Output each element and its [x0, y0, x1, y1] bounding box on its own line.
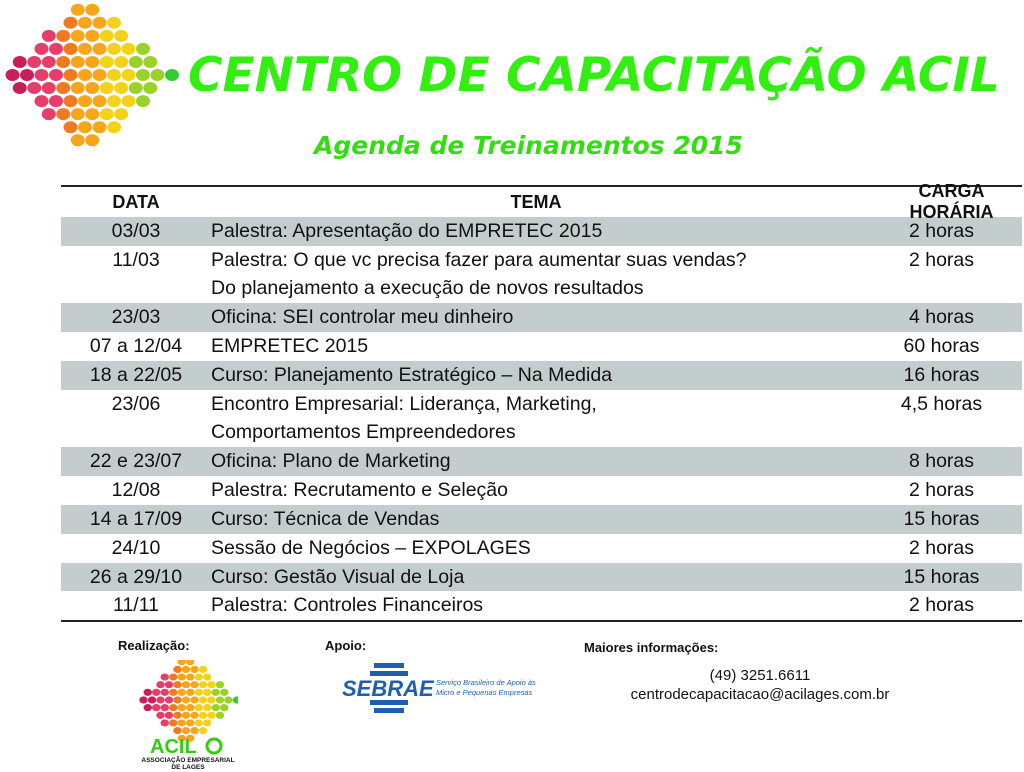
row-topic	[211, 534, 861, 563]
sebrae-logo-icon	[340, 660, 550, 716]
row-hours: 15 horas	[903, 507, 980, 530]
table-body	[61, 217, 1022, 620]
logo-dot	[85, 134, 99, 146]
logo-dot	[182, 696, 190, 703]
row-topic-line: Sessão de Negócios – EXPOLAGES	[211, 536, 531, 559]
logo-dot	[13, 82, 27, 94]
logo-dot	[182, 666, 190, 673]
logo-dot	[27, 56, 41, 68]
logo-dot	[190, 666, 198, 673]
logo-dot	[161, 673, 169, 680]
row-hours: 4 horas	[908, 306, 975, 329]
row-hours: 2 horas	[908, 220, 975, 242]
logo-dot	[207, 696, 215, 703]
logo-dot	[178, 719, 186, 726]
logo-dot	[203, 673, 211, 680]
logo-dot	[100, 30, 114, 42]
row-date: 03/03	[111, 220, 161, 242]
logo-dot	[182, 727, 190, 734]
logo-dot	[93, 43, 107, 55]
logo-dot	[6, 69, 20, 81]
logo-dot	[169, 704, 177, 711]
logo-dot	[156, 712, 164, 719]
row-date: 14 a 17/09	[89, 507, 183, 530]
logo-dot	[27, 82, 41, 94]
logo-dot	[173, 666, 181, 673]
logo-dot	[195, 673, 203, 680]
table-row	[61, 447, 1022, 476]
column-header-hours: CARGA HORÁRIA	[909, 181, 994, 222]
acil-logo-icon	[0, 0, 180, 150]
logo-dot	[107, 95, 121, 107]
logo-dot	[93, 69, 107, 81]
row-topic-line: EMPRETEC 2015	[211, 335, 369, 358]
logo-dot	[85, 108, 99, 120]
logo-dot	[151, 69, 165, 81]
logo-dot	[49, 43, 63, 55]
logo-dot	[216, 696, 224, 703]
row-topic-line: Palestra: Recrutamento e Seleção	[211, 479, 508, 502]
row-topic	[211, 246, 861, 304]
logo-dot	[107, 17, 121, 29]
table-row	[61, 332, 1022, 361]
row-topic-line: Encontro Empresarial: Liderança, Marketing,	[211, 392, 597, 415]
column-header-topic: TEMA	[510, 191, 562, 212]
logo-dot	[93, 121, 107, 133]
row-hours: 2 horas	[908, 479, 975, 502]
logo-dot	[207, 712, 215, 719]
logo-dot	[42, 108, 56, 120]
logo-dot	[64, 69, 78, 81]
table-row	[61, 591, 1022, 620]
row-date: 11/11	[113, 594, 159, 617]
logo-dot	[144, 689, 152, 696]
logo-dot	[165, 69, 179, 81]
table-row	[61, 303, 1022, 332]
logo-dot	[173, 727, 181, 734]
logo-dot	[178, 660, 186, 665]
logo-dot	[71, 30, 85, 42]
logo-dot	[190, 681, 198, 688]
row-topic	[211, 217, 861, 246]
logo-dot	[100, 82, 114, 94]
row-hours: 2 horas	[908, 594, 975, 617]
logo-dot	[186, 673, 194, 680]
logo-dot	[64, 121, 78, 133]
logo-dot	[195, 689, 203, 696]
logo-dot	[199, 681, 207, 688]
logo-dot	[42, 56, 56, 68]
row-date: 18 a 22/05	[89, 363, 183, 386]
logo-dot	[49, 69, 63, 81]
row-topic	[211, 447, 861, 476]
row-topic-line: Do planejamento a execução de novos resultados	[211, 277, 644, 300]
row-hours: 8 horas	[908, 450, 975, 473]
logo-dot	[186, 704, 194, 711]
logo-dot	[122, 95, 136, 107]
row-hours: 60 horas	[903, 335, 980, 358]
row-topic-line: Curso: Gestão Visual de Loja	[211, 565, 465, 588]
logo-dot	[42, 82, 56, 94]
row-date: 11/03	[112, 248, 160, 271]
logo-dot	[212, 704, 220, 711]
table-row	[61, 390, 1022, 448]
table-row	[61, 361, 1022, 390]
training-schedule-table	[61, 181, 1022, 622]
sebrae-tagline-1: Serviço Brasileiro de Apoio às	[436, 678, 536, 687]
logo-dot	[64, 95, 78, 107]
row-topic-line: Curso: Técnica de Vendas	[211, 507, 440, 530]
logo-dot	[85, 82, 99, 94]
row-topic-line: Palestra: Controles Financeiros	[211, 594, 484, 617]
row-hours: 2 horas	[908, 536, 975, 559]
logo-dot	[78, 17, 92, 29]
table-row	[61, 476, 1022, 505]
table-row	[61, 505, 1022, 534]
row-date: 23/06	[111, 392, 161, 415]
logo-dot	[100, 108, 114, 120]
row-date: 07 a 12/04	[89, 335, 183, 358]
logo-dot	[190, 727, 198, 734]
logo-dot	[85, 4, 99, 16]
logo-dot	[178, 704, 186, 711]
row-topic	[211, 505, 861, 534]
logo-dot	[93, 95, 107, 107]
column-header-date: DATA	[112, 191, 160, 212]
logo-dot	[216, 681, 224, 688]
logo-dot	[93, 17, 107, 29]
info-label: Maiores informações:	[584, 640, 719, 655]
logo-dot	[212, 689, 220, 696]
logo-dot	[216, 712, 224, 719]
row-date: 23/03	[111, 306, 161, 329]
logo-dot	[143, 82, 157, 94]
acil-tagline-1: ASSOCIAÇÃO EMPRESARIAL	[141, 757, 235, 764]
table-row	[61, 217, 1022, 246]
logo-dot	[56, 30, 70, 42]
logo-dot	[173, 681, 181, 688]
logo-dot	[100, 56, 114, 68]
logo-dot	[71, 4, 85, 16]
page-subtitle: Agenda de Treinamentos 2015	[314, 131, 743, 160]
table-row	[61, 563, 1022, 592]
logo-dot	[122, 69, 136, 81]
logo-dot	[173, 712, 181, 719]
logo-dot	[42, 30, 56, 42]
logo-dot	[114, 82, 128, 94]
logo-dot	[35, 43, 49, 55]
logo-dot	[169, 673, 177, 680]
logo-dot	[178, 689, 186, 696]
logo-dot	[78, 69, 92, 81]
logo-dot	[136, 43, 150, 55]
logo-dot	[114, 108, 128, 120]
row-date: 24/10	[111, 536, 161, 559]
row-topic	[211, 591, 861, 620]
apoio-label: Apoio:	[325, 638, 367, 653]
logo-dot	[35, 69, 49, 81]
logo-dot	[190, 696, 198, 703]
acil-logo-text: ACIL	[150, 736, 197, 758]
logo-dot	[203, 689, 211, 696]
row-topic	[211, 390, 861, 448]
logo-dot	[156, 696, 164, 703]
sebrae-tagline-2: Micro e Pequenas Empresas	[436, 688, 533, 697]
logo-dot	[199, 696, 207, 703]
logo-dot	[178, 673, 186, 680]
logo-dot	[199, 666, 207, 673]
logo-dot	[56, 108, 70, 120]
logo-dot	[165, 681, 173, 688]
row-date: 26 a 29/10	[89, 565, 183, 588]
table-header	[61, 181, 1022, 222]
logo-dot	[56, 82, 70, 94]
logo-dot	[182, 681, 190, 688]
row-topic	[211, 476, 861, 505]
page-title: CENTRO DE CAPACITAÇÃO ACIL	[188, 48, 1000, 103]
sebrae-logo-text: SEBRAE	[342, 676, 434, 701]
logo-dot	[203, 704, 211, 711]
logo-dot	[136, 95, 150, 107]
logo-dot	[173, 696, 181, 703]
logo-dot	[64, 17, 78, 29]
logo-dot	[182, 712, 190, 719]
logo-dot	[190, 712, 198, 719]
logo-dot	[64, 43, 78, 55]
logo-dot	[186, 689, 194, 696]
logo-dot	[35, 95, 49, 107]
realizacao-label: Realização:	[118, 638, 190, 653]
logo-dot	[143, 56, 157, 68]
logo-dot	[195, 704, 203, 711]
table-row	[61, 534, 1022, 563]
logo-dot	[199, 712, 207, 719]
logo-dot	[156, 681, 164, 688]
logo-dot	[129, 56, 143, 68]
row-topic-line: Oficina: Plano de Marketing	[211, 450, 451, 473]
logo-dot	[71, 56, 85, 68]
logo-dot	[122, 43, 136, 55]
logo-dot	[161, 719, 169, 726]
logo-dot	[233, 696, 238, 703]
logo-dot	[165, 696, 173, 703]
logo-dot	[85, 30, 99, 42]
logo-dot	[148, 696, 156, 703]
row-topic-line: Palestra: O que vc precisa fazer para aumentar suas vendas?	[211, 248, 747, 271]
logo-dot	[107, 69, 121, 81]
logo-dot	[199, 727, 207, 734]
contact-email: centrodecapacitacao@acilages.com.br	[630, 686, 890, 703]
logo-dot	[78, 121, 92, 133]
contact-phone: (49) 3251.6611	[709, 667, 811, 684]
logo-dot	[136, 69, 150, 81]
row-topic	[211, 361, 861, 390]
row-hours: 4,5 horas	[900, 392, 983, 415]
logo-dot	[114, 56, 128, 68]
row-hours: 2 horas	[908, 248, 975, 271]
logo-dot	[56, 56, 70, 68]
row-hours: 15 horas	[903, 565, 980, 588]
acil-swirl-icon	[207, 739, 221, 753]
acil-tagline-2: DE LAGES	[171, 764, 205, 770]
logo-dot	[78, 95, 92, 107]
row-date: 12/08	[111, 479, 161, 502]
acil-footer-logo-icon	[138, 660, 238, 770]
logo-dot	[13, 56, 27, 68]
logo-dot	[49, 95, 63, 107]
logo-dot	[144, 704, 152, 711]
row-hours: 16 horas	[903, 363, 980, 386]
logo-dot	[78, 43, 92, 55]
row-topic-line: Comportamentos Empreendedores	[211, 421, 516, 444]
logo-dot	[85, 56, 99, 68]
logo-dot	[20, 69, 34, 81]
row-topic-line: Curso: Planejamento Estratégico – Na Medida	[211, 363, 613, 386]
row-topic	[211, 303, 861, 332]
logo-dot	[169, 719, 177, 726]
logo-dot	[165, 712, 173, 719]
logo-dot	[224, 696, 232, 703]
logo-dot	[139, 696, 147, 703]
logo-dot	[207, 681, 215, 688]
logo-dot	[203, 719, 211, 726]
row-topic	[211, 332, 861, 361]
logo-dot	[107, 43, 121, 55]
logo-dot	[71, 108, 85, 120]
row-topic-line: Oficina: SEI controlar meu dinheiro	[211, 306, 514, 329]
logo-dot	[114, 30, 128, 42]
logo-dot	[169, 689, 177, 696]
row-topic	[211, 563, 861, 592]
logo-dot	[220, 689, 228, 696]
logo-dot	[161, 704, 169, 711]
logo-dot	[161, 689, 169, 696]
logo-dot	[186, 719, 194, 726]
logo-dot	[152, 689, 160, 696]
logo-dot	[220, 704, 228, 711]
logo-dot	[71, 134, 85, 146]
table-row	[61, 246, 1022, 304]
row-topic-line: Palestra: Apresentação do EMPRETEC 2015	[211, 220, 603, 242]
logo-dot	[107, 121, 121, 133]
logo-dot	[152, 704, 160, 711]
logo-dot	[129, 82, 143, 94]
logo-dot	[71, 82, 85, 94]
logo-dot	[195, 719, 203, 726]
row-date: 22 e 23/07	[89, 450, 183, 473]
logo-dot	[186, 660, 194, 665]
